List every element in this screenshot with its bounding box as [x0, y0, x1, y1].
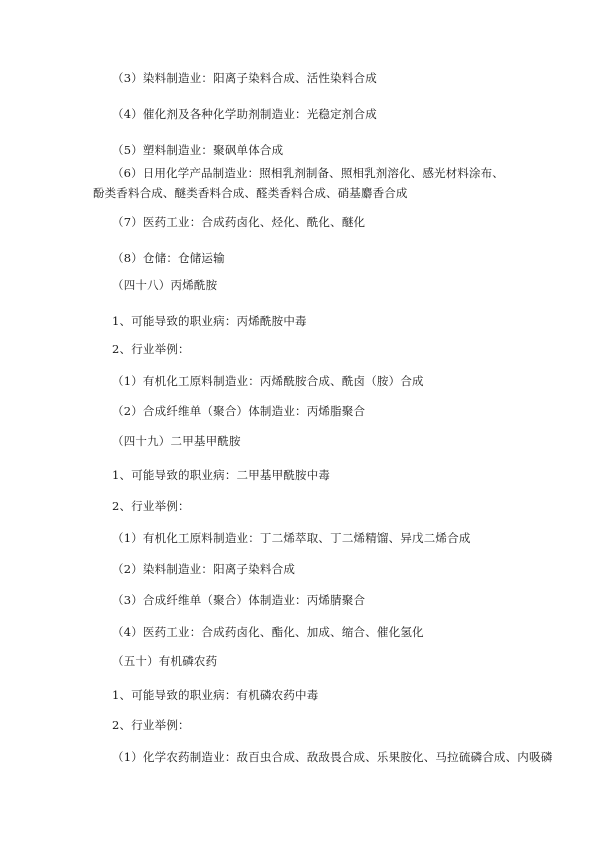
text-line-organic-raw-materials: （1）有机化工原料制造业：丁二烯萃取、丁二烯精馏、异戊二烯合成: [112, 531, 471, 545]
text-line-synthetic-fiber: （3）合成纤维单（聚合）体制造业：丙烯腈聚合: [112, 593, 366, 607]
text-line-disease-acrylamide: 1、可能导致的职业病：丙烯酰胺中毒: [112, 314, 307, 328]
section-heading-dmf: （四十九）二甲基甲酰胺: [112, 434, 241, 448]
text-line-disease-dmf: 1、可能导致的职业病：二甲基甲酰胺中毒: [112, 468, 331, 482]
text-line-pesticide-industry: （1）化学农药制造业：敌百虫合成、敌敌畏合成、乐果胺化、马拉硫磷合成、内吸磷: [112, 750, 553, 764]
text-line-synthetic-fiber: （2）合成纤维单（聚合）体制造业：丙烯脂聚合: [112, 404, 366, 418]
text-line-warehousing: （8）仓储：仓储运输: [112, 251, 225, 265]
text-line-plastics-industry: （5）塑料制造业：聚砜单体合成: [112, 143, 284, 157]
text-line-dye-industry: （2）染料制造业：阳离子染料合成: [112, 562, 296, 576]
section-heading-acrylamide: （四十八）丙烯酰胺: [112, 278, 218, 292]
text-line-examples-heading: 2、行业举例：: [112, 342, 190, 356]
text-line-pharma-industry: （7）医药工业：合成药卤化、烃化、酰化、醚化: [112, 215, 366, 229]
text-line-examples-heading: 2、行业举例：: [112, 499, 190, 513]
section-heading-organophosphorus: （五十）有机磷农药: [112, 654, 218, 668]
text-line-daily-chemical-industry: （6）日用化学产品制造业：照相乳剂制备、照相乳剂溶化、感光材料涂布、酚类香料合成、醚类香料合成、醛类香料合成、硝基麝香合成: [93, 166, 504, 200]
text-line-catalyst-industry: （4）催化剂及各种化学助剂制造业：光稳定剂合成: [112, 107, 377, 121]
text-line-organic-raw-materials: （1）有机化工原料制造业：丙烯酰胺合成、酰卤（胺）合成: [112, 374, 424, 388]
text-line-disease-organophosphorus: 1、可能导致的职业病：有机磷农药中毒: [112, 688, 319, 702]
text-line-pharma-industry: （4）医药工业：合成药卤化、酯化、加成、缩合、催化氢化: [112, 625, 424, 639]
text-line-dye-industry: （3）染料制造业：阳离子染料合成、活性染料合成: [112, 71, 377, 85]
text-line-examples-heading: 2、行业举例：: [112, 718, 190, 732]
